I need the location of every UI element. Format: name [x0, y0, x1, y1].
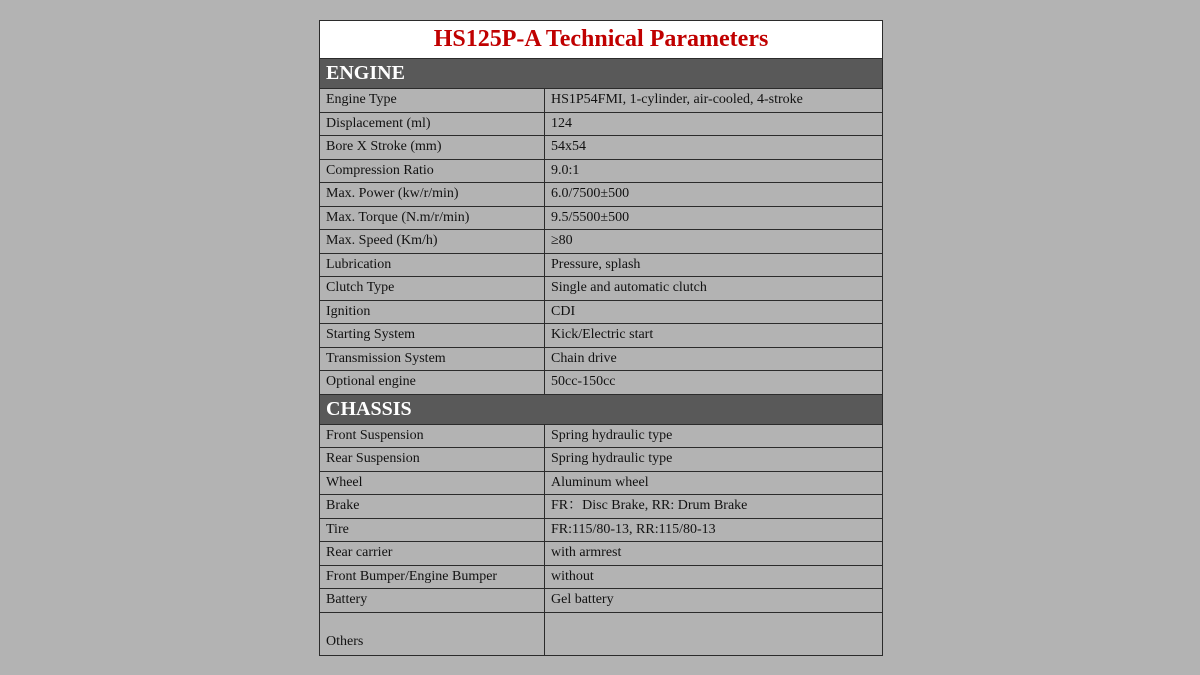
spec-row: [320, 230, 883, 254]
spec-table: [319, 20, 883, 656]
spec-label: Lubrication: [320, 253, 545, 277]
spec-label: Wheel: [320, 471, 545, 495]
section-header-chassis: [320, 394, 883, 424]
spec-row: [320, 471, 883, 495]
spec-value: Chain drive: [545, 347, 883, 371]
section-header-engine: [320, 59, 883, 89]
spec-row: [320, 300, 883, 324]
spec-label: Front Suspension: [320, 424, 545, 448]
spec-label: Compression Ratio: [320, 159, 545, 183]
spec-value: Single and automatic clutch: [545, 277, 883, 301]
spec-label: Clutch Type: [320, 277, 545, 301]
spec-label: Rear carrier: [320, 542, 545, 566]
spec-row: [320, 89, 883, 113]
title-row: [320, 21, 883, 59]
section-title-chassis: CHASSIS: [320, 394, 883, 424]
spec-row: [320, 277, 883, 301]
spec-value: FR:115/80-13, RR:115/80-13: [545, 518, 883, 542]
spec-value: 50cc-150cc: [545, 371, 883, 395]
spec-row: [320, 206, 883, 230]
spec-row: [320, 589, 883, 613]
spec-row: [320, 495, 883, 519]
spec-value: 124: [545, 112, 883, 136]
spec-value: ≥80: [545, 230, 883, 254]
spec-row: [320, 159, 883, 183]
spec-label: Bore X Stroke (mm): [320, 136, 545, 160]
spec-value: without: [545, 565, 883, 589]
spec-value: HS1P54FMI, 1-cylinder, air-cooled, 4-stroke: [545, 89, 883, 113]
spec-label: Tire: [320, 518, 545, 542]
spec-value: Gel battery: [545, 589, 883, 613]
spec-label: Battery: [320, 589, 545, 613]
spec-label: Max. Torque (N.m/r/min): [320, 206, 545, 230]
spec-row: [320, 518, 883, 542]
spec-value: 54x54: [545, 136, 883, 160]
spec-label: Engine Type: [320, 89, 545, 113]
spec-value: 9.5/5500±500: [545, 206, 883, 230]
spec-value: Spring hydraulic type: [545, 424, 883, 448]
spec-row: [320, 565, 883, 589]
spec-value: 9.0:1: [545, 159, 883, 183]
spec-label: Max. Power (kw/r/min): [320, 183, 545, 207]
spec-label: Ignition: [320, 300, 545, 324]
spec-label: Front Bumper/Engine Bumper: [320, 565, 545, 589]
section-title-engine: ENGINE: [320, 59, 883, 89]
spec-row: [320, 612, 883, 655]
spec-label: Displacement (ml): [320, 112, 545, 136]
spec-row: [320, 424, 883, 448]
spec-row: [320, 448, 883, 472]
spec-value: 6.0/7500±500: [545, 183, 883, 207]
spec-row: [320, 183, 883, 207]
spec-row: [320, 136, 883, 160]
spec-label: Others: [320, 612, 545, 655]
spec-label: Brake: [320, 495, 545, 519]
spec-value: [545, 612, 883, 655]
spec-value: FR：Disc Brake, RR: Drum Brake: [545, 495, 883, 519]
spec-row: [320, 253, 883, 277]
spec-sheet: [319, 20, 882, 656]
spec-label: Starting System: [320, 324, 545, 348]
spec-value: Pressure, splash: [545, 253, 883, 277]
spec-value: Spring hydraulic type: [545, 448, 883, 472]
spec-row: [320, 324, 883, 348]
spec-value: Kick/Electric start: [545, 324, 883, 348]
spec-row: [320, 542, 883, 566]
spec-row: [320, 112, 883, 136]
chassis-rows: [320, 424, 883, 655]
spec-label: Max. Speed (Km/h): [320, 230, 545, 254]
spec-value: CDI: [545, 300, 883, 324]
engine-rows: [320, 89, 883, 395]
spec-row: [320, 371, 883, 395]
spec-label: Transmission System: [320, 347, 545, 371]
spec-row: [320, 347, 883, 371]
spec-label: Rear Suspension: [320, 448, 545, 472]
page-title: HS125P-A Technical Parameters: [320, 21, 883, 59]
spec-value: Aluminum wheel: [545, 471, 883, 495]
spec-value: with armrest: [545, 542, 883, 566]
spec-label: Optional engine: [320, 371, 545, 395]
